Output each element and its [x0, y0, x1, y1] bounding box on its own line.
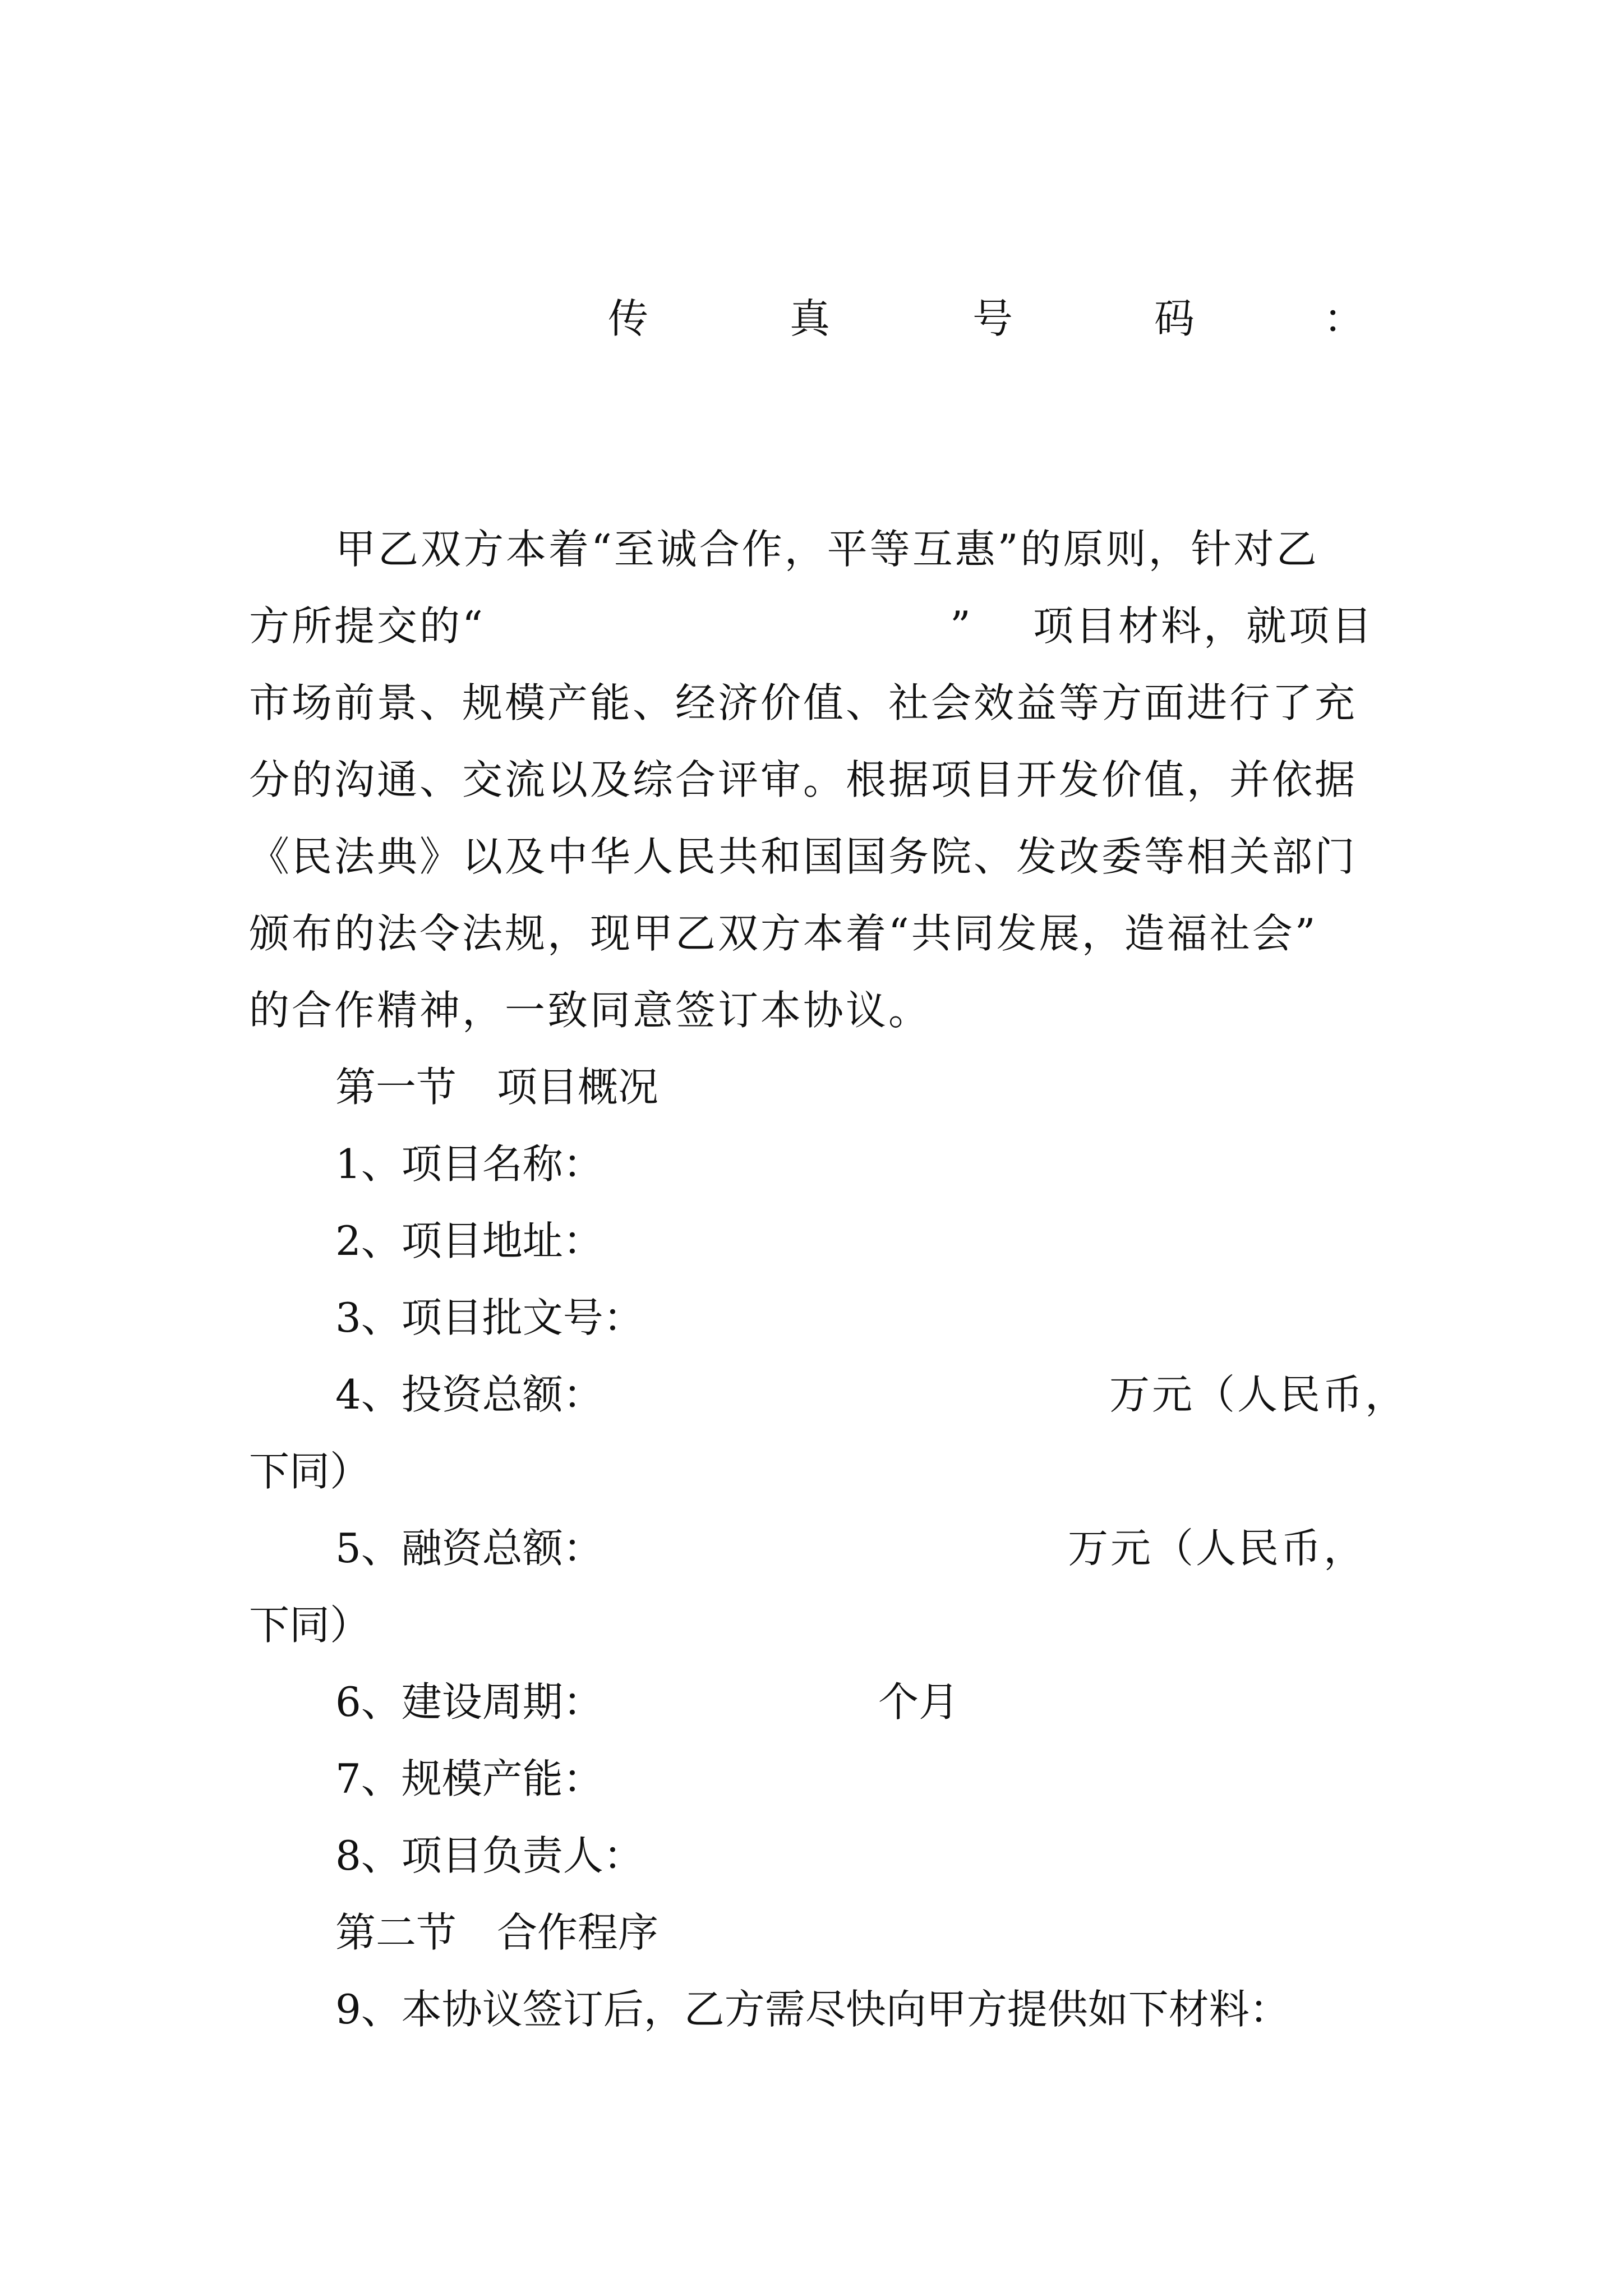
intro-line-2-end: 项目材料，就项目	[1033, 602, 1375, 650]
section-1-heading: 第一节 项目概况	[335, 1064, 659, 1111]
intro-line-4: 分的沟通、交流以及综合评审。根据项目开发价值，并依据	[249, 756, 1358, 803]
intro-line-7: 的合作精神，一致同意签订本协议。	[249, 987, 932, 1034]
item-3-approval-number: 3、项目批文号：	[335, 1294, 644, 1341]
item-5-financing-unit: 万元（人民币，	[1068, 1525, 1367, 1572]
item-9-materials: 9、本协议签订后，乙方需尽快向甲方提供如下材料：	[335, 1986, 1290, 2033]
item-8-project-leader: 8、项目负责人：	[335, 1832, 644, 1879]
item-7-capacity: 7、规模产能：	[335, 1755, 603, 1802]
fax-label-char-1: 传	[608, 295, 649, 342]
item-4-investment-unit: 万元（人民币，	[1109, 1371, 1408, 1418]
fax-label-char-2: 真	[790, 295, 831, 342]
item-5-financing-label: 5、融资总额：	[335, 1525, 603, 1572]
intro-line-2-start: 方所提交的“	[249, 602, 485, 650]
item-4-investment-label: 4、投资总额：	[335, 1371, 603, 1418]
item-4-continuation: 下同）	[249, 1448, 371, 1495]
fax-label-char-3: 号	[972, 295, 1013, 342]
fax-label-char-4: 码	[1154, 295, 1195, 342]
intro-line-6: 颁布的法令法规，现甲乙双方本着“共同发展，造福社会”	[249, 910, 1318, 957]
item-1-project-name: 1、项目名称：	[335, 1140, 603, 1188]
intro-line-1: 甲乙双方本着“至诚合作，平等互惠”的原则，针对乙	[335, 526, 1319, 573]
intro-line-3: 市场前景、规模产能、经济价值、社会效益等方面进行了充	[249, 679, 1358, 726]
item-6-construction-period-label: 6、建设周期：	[335, 1678, 603, 1726]
item-5-continuation: 下同）	[249, 1602, 371, 1649]
item-6-construction-period-unit: 个月	[878, 1678, 960, 1726]
item-2-project-address: 2、项目地址：	[335, 1217, 603, 1264]
section-2-heading: 第二节 合作程序	[335, 1909, 659, 1956]
intro-line-2-quote-close: ”	[950, 602, 971, 650]
fax-label-colon: ：	[1324, 295, 1364, 342]
intro-line-5: 《民法典》以及中华人民共和国国务院、发改委等相关部门	[249, 833, 1358, 880]
